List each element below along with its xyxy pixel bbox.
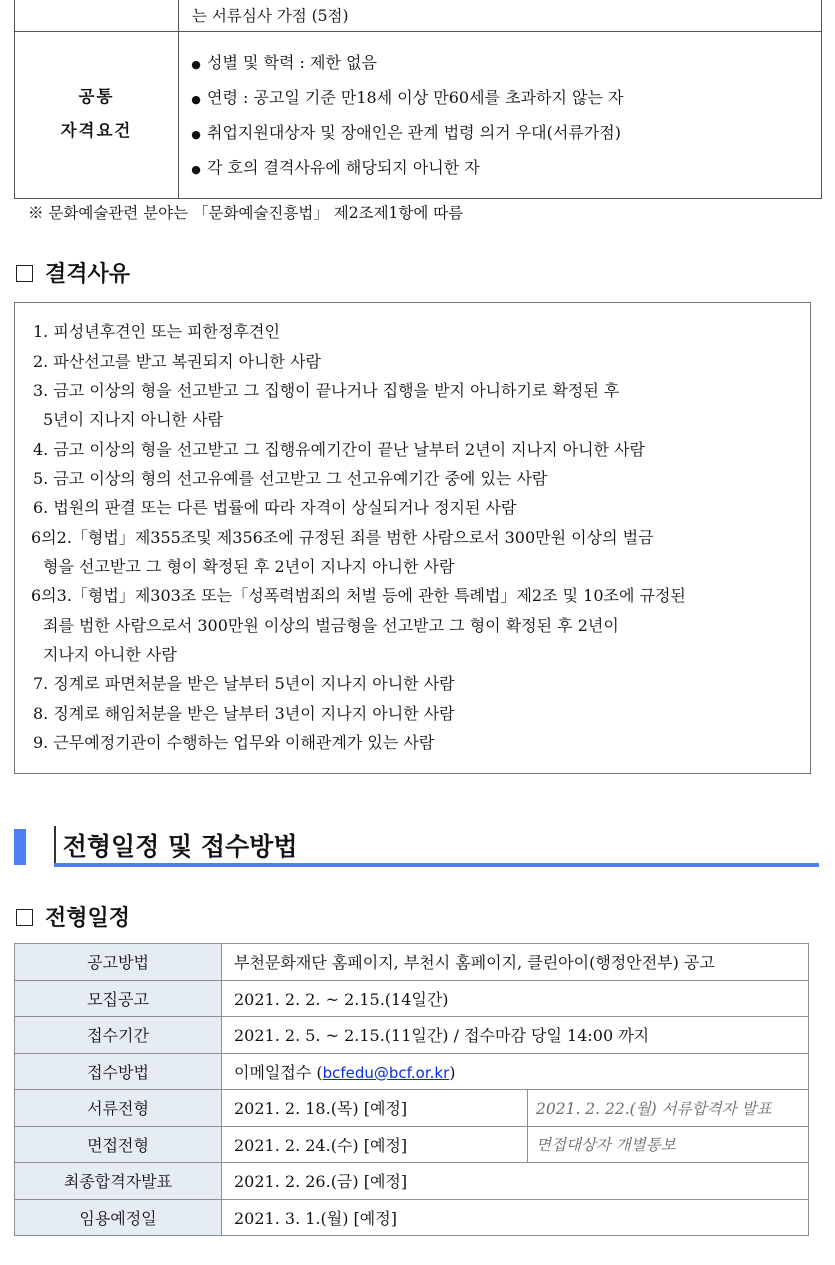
table-row <box>15 1199 809 1236</box>
footnote: ※ 문화예술관련 분야는 「문화예술진흥법」 제2조제1항에 따름 <box>28 204 464 222</box>
qualification-label <box>15 31 178 197</box>
bullet-dot-icon: ● <box>191 163 201 176</box>
row-label: 면접전형 <box>15 1126 222 1163</box>
row-value: 2021. 2. 24.(수) [예정] <box>222 1126 528 1163</box>
bullet-dot-icon: ● <box>191 128 201 141</box>
qualification-table <box>14 0 822 199</box>
row-value: 2021. 2. 26.(금) [예정] <box>222 1163 809 1200</box>
qualification-top-row <box>15 0 821 32</box>
qualification-bullet-list <box>185 46 623 186</box>
row-value: 2021. 2. 2. ~ 2.15.(14일간) <box>222 980 809 1017</box>
qualification-label-line2: 자격요건 <box>60 121 133 140</box>
row-value <box>222 1053 809 1090</box>
row-label: 최종합격자발표 <box>15 1163 222 1200</box>
row-value: 2021. 2. 5. ~ 2.15.(11일간) / 접수마감 당일 14:00 까지 <box>222 1017 809 1054</box>
table-row <box>15 980 809 1017</box>
bullet-text: 성별 및 학력 : 제한 없음 <box>207 53 377 72</box>
disqualification-box <box>14 302 811 774</box>
square-bullet-icon <box>16 265 33 282</box>
qualification-top-text: 는 서류심사 가점 (5점) <box>192 7 349 25</box>
email-suffix: ) <box>449 1062 456 1082</box>
table-row <box>15 1090 809 1127</box>
bullet-text: 연령 : 공고일 기준 만18세 이상 만60세를 초과하지 않는 자 <box>207 88 624 107</box>
disqualification-line: 9. 근무예정기관이 수행하는 업무와 이해관계가 있는 사람 <box>33 733 435 752</box>
row-value: 2021. 3. 1.(월) [예정] <box>222 1199 809 1236</box>
disqualification-line: 2. 파산선고를 받고 복권되지 아니한 사람 <box>33 352 321 371</box>
email-link[interactable]: bcfedu@bcf.or.kr <box>322 1063 450 1082</box>
row-label: 임용예정일 <box>15 1199 222 1236</box>
row-label: 서류전형 <box>15 1090 222 1127</box>
disqualification-line: 8. 징계로 해임처분을 받은 날부터 3년이 지나지 아니한 사람 <box>33 704 455 723</box>
disqualification-line: 4. 금고 이상의 형을 선고받고 그 집행유예기간이 끝난 날부터 2년이 지나지 아니한 사람 <box>33 440 645 459</box>
section-underline <box>54 863 819 867</box>
schedule-table <box>14 943 809 1236</box>
disqualification-line: 6. 법원의 판결 또는 다른 법률에 따라 자격이 상실되거나 정지된 사람 <box>33 498 517 517</box>
section-header <box>14 826 819 868</box>
list-item <box>185 81 623 116</box>
table-row <box>15 1017 809 1054</box>
email-prefix: 이메일접수 ( <box>234 1062 323 1082</box>
table-row <box>15 1163 809 1200</box>
disqualification-line: 죄를 범한 사람으로서 300만원 이상의 벌금형을 선고받고 그 형이 확정된 후 2년이 <box>43 616 619 635</box>
schedule-heading <box>16 901 130 932</box>
bullet-text: 취업지원대상자 및 장애인은 관계 법령 의거 우대(서류가점) <box>207 123 621 142</box>
row-note: 2021. 2. 22.(월) 서류합격자 발표 <box>528 1090 809 1127</box>
qualification-column-divider <box>178 0 179 198</box>
disqualification-line: 6의3.「형법」제303조 또는「성폭력범죄의 처벌 등에 관한 특례법」제2조 및 10조에 규정된 <box>31 586 686 605</box>
disqualification-heading <box>16 257 130 288</box>
list-item <box>185 116 623 151</box>
schedule-heading-text: 전형일정 <box>45 906 131 931</box>
qualification-label-line1: 공통 <box>78 87 115 106</box>
disqualification-line: 3. 금고 이상의 형을 선고받고 그 집행이 끝나거나 집행을 받지 아니하기로 확정된 후 <box>33 381 620 400</box>
bullet-dot-icon: ● <box>191 58 201 71</box>
disqualification-line: 7. 징계로 파면처분을 받은 날부터 5년이 지나지 아니한 사람 <box>33 674 455 693</box>
row-value: 2021. 2. 18.(목) [예정] <box>222 1090 528 1127</box>
row-label: 모집공고 <box>15 980 222 1017</box>
table-row <box>15 944 809 981</box>
disqualification-line: 6의2.「형법」제355조및 제356조에 규정된 죄를 범한 사람으로서 300만원 이상의 벌금 <box>31 528 654 547</box>
list-item <box>185 46 623 81</box>
row-value: 부천문화재단 홈페이지, 부천시 홈페이지, 클린아이(행정안전부) 공고 <box>222 944 809 981</box>
square-bullet-icon <box>16 909 33 926</box>
disqualification-line: 5. 금고 이상의 형의 선고유예를 선고받고 그 선고유예기간 중에 있는 사람 <box>33 469 548 488</box>
disqualification-line: 5년이 지나지 아니한 사람 <box>43 410 223 429</box>
section-title <box>54 827 297 863</box>
row-note: 면접대상자 개별통보 <box>528 1126 809 1163</box>
table-row <box>15 1126 809 1163</box>
list-item <box>185 151 623 186</box>
row-label: 접수기간 <box>15 1017 222 1054</box>
row-label: 접수방법 <box>15 1053 222 1090</box>
section-accent-bar <box>14 829 26 865</box>
section-title-text: 전형일정 및 접수방법 <box>62 832 298 861</box>
row-label: 공고방법 <box>15 944 222 981</box>
bullet-dot-icon: ● <box>191 93 201 106</box>
disqualification-line: 1. 피성년후견인 또는 피한정후견인 <box>33 322 280 341</box>
disqualification-line: 지나지 아니한 사람 <box>43 645 177 664</box>
table-row <box>15 1053 809 1090</box>
bullet-text: 각 호의 결격사유에 해당되지 아니한 자 <box>207 158 480 177</box>
disqualification-heading-text: 결격사유 <box>45 262 131 287</box>
disqualification-line: 형을 선고받고 그 형이 확정된 후 2년이 지나지 아니한 사람 <box>43 557 455 576</box>
